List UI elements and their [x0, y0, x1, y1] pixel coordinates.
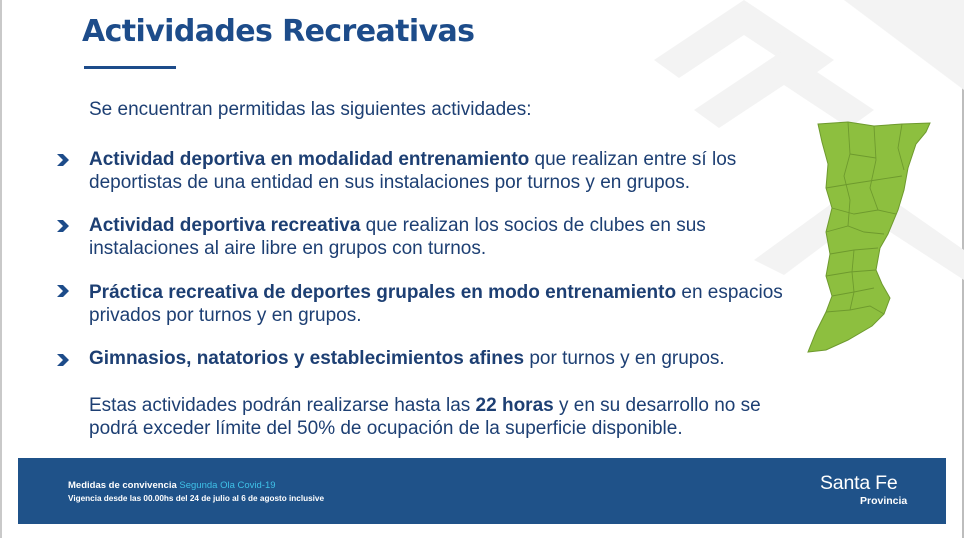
page-border-left: [0, 0, 2, 538]
santa-fe-logo-sub: Provincia: [860, 495, 908, 507]
activity-rest: que realizan entre sí los deportistas de una entidad en sus instalaciones por turnos y en grupos.: [89, 149, 737, 193]
activity-text: [89, 148, 799, 194]
activity-text: [89, 347, 799, 370]
chevron-right-icon: [54, 282, 72, 300]
intro-text: Se encuentran permitidas las siguientes actividades:: [89, 99, 532, 120]
activity-bold: Actividad deportiva en modalidad entrenamiento: [89, 149, 530, 170]
footer-title: [68, 480, 276, 491]
activity-rest: en espacios privados por turnos y en grupos.: [89, 282, 783, 326]
note-hours: 22 horas: [475, 395, 554, 416]
activity-bold: Gimnasios, natatorios y establecimientos afines: [89, 348, 525, 369]
chevron-right-icon: [54, 217, 72, 235]
page-title: Actividades Recreativas: [82, 14, 475, 49]
title-underline: [84, 66, 176, 69]
activity-bold: Práctica recreativa de deportes grupales en modo entrenamiento: [89, 282, 677, 303]
santa-fe-logo-main: Santa Fe: [820, 472, 898, 494]
footer-validity: Vigencia desde las 00.00hs del 24 de julio al 6 de agosto inclusive: [68, 494, 325, 503]
note-after: y en su desarrollo no se podrá exceder límite del 50% de ocupación de la superficie disponible.: [89, 395, 761, 439]
activity-text: [89, 281, 799, 327]
footer-subtitle: Segunda Ola Covid-19: [179, 480, 276, 491]
santa-fe-map-icon: [804, 118, 934, 354]
chevron-right-icon: [54, 151, 72, 169]
schedule-note: [89, 394, 809, 440]
activity-rest: por turnos y en grupos.: [524, 348, 725, 369]
activity-rest: que realizan los socios de clubes en sus instalaciones al aire libre en grupos con turnos.: [89, 215, 706, 259]
activity-bold: Actividad deportiva recreativa: [89, 215, 361, 236]
activity-text: [89, 214, 799, 260]
footer-label: Medidas de convivencia: [68, 480, 177, 491]
note-before: Estas actividades podrán realizarse hasta las: [89, 395, 476, 416]
footer-banner: [18, 458, 946, 524]
chevron-right-icon: [54, 351, 72, 369]
